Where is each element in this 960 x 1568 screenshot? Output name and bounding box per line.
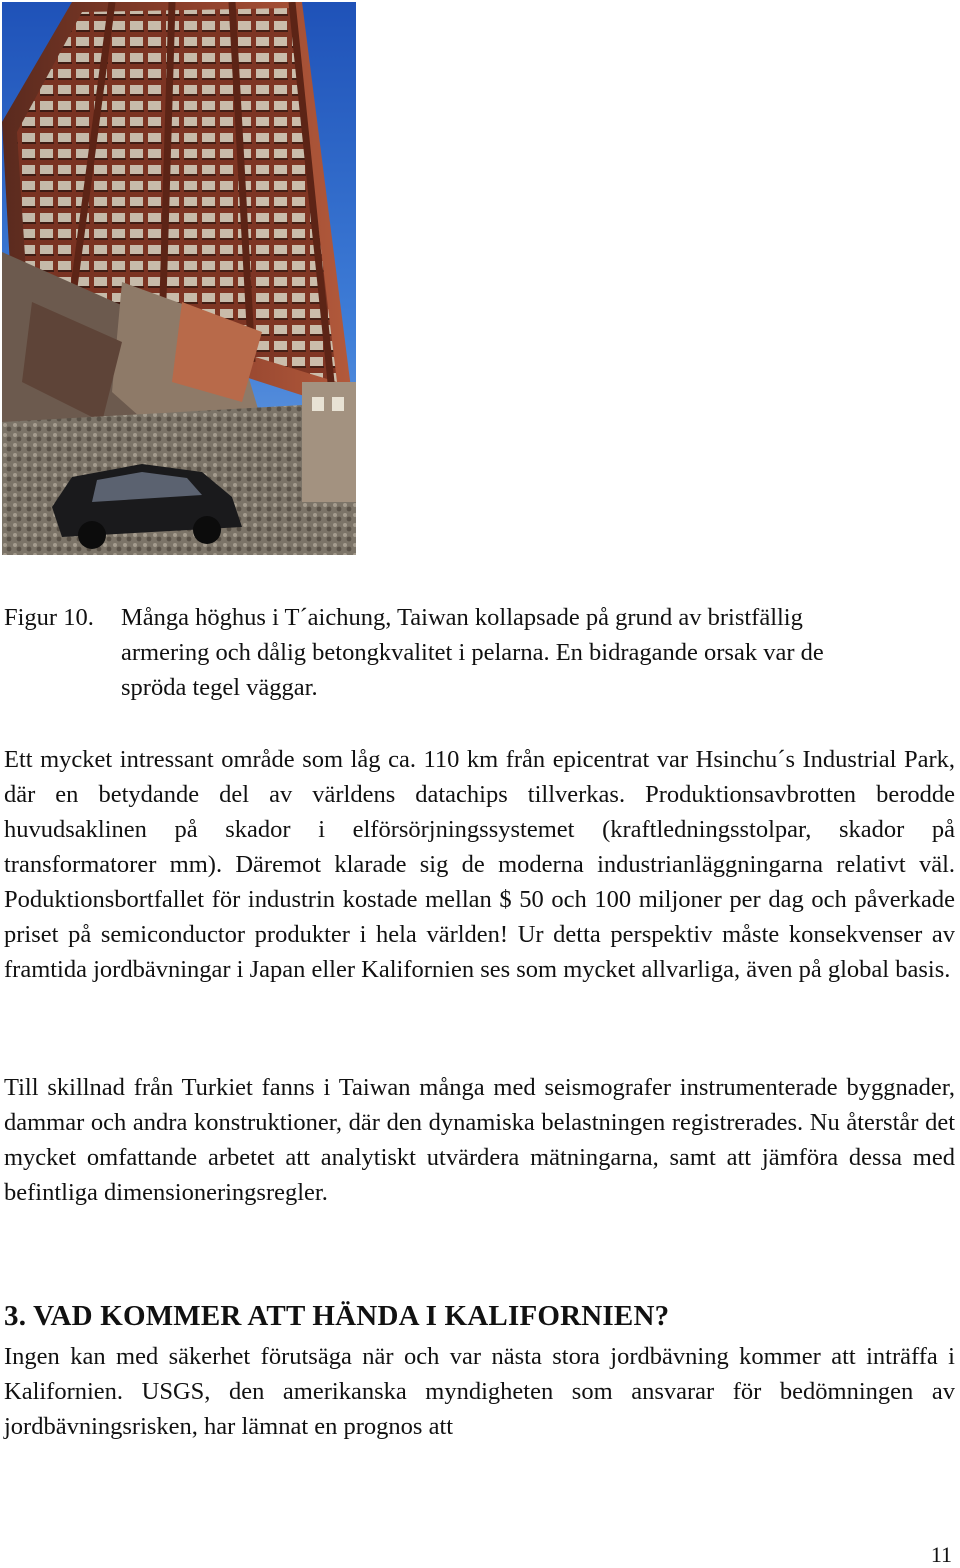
section-heading: 3. VAD KOMMER ATT HÄNDA I KALIFORNIEN? <box>4 1300 670 1332</box>
figure-label: Figur 10. <box>4 604 94 631</box>
figure-caption <box>4 600 864 705</box>
figure-caption-text: Många höghus i T´aichung, Taiwan kollapsade på grund av bristfällig armering och dålig betongkvalitet i pelarna. En bidragande orsak var de spröda tegel väggar. <box>121 604 824 701</box>
paragraph-hsinchu: Ett mycket intressant område som låg ca. 110 km från epicentrat var Hsinchu´s Industrial Park, där en betydande del av världens datachips tillverkas. Produktionsavbrotten berodde huvudsaklinen på skador i elförsörjningssystemet (kraftledningsstolpar, skador på transformatorer mm). Däremot klarade sig de moderna industrianläggningarna relativt väl. Poduktionsbortfallet för industrin kostade mellan $ 50 och 100 miljoner per dag och påverkade priset på semiconductor produkter i hela världen! Ur detta perspektiv måste konsekvenser av framtida jordbävningar i Japan eller Kalifornien ses som mycket allvarliga, även på global basis. <box>4 746 955 983</box>
figure-photo <box>2 2 356 555</box>
paragraph-california: Ingen kan med säkerhet förutsäga när och var nästa stora jordbävning kommer att inträffa i Kalifornien. USGS, den amerikanska myndigheten som ansvarar för bedömningen av jordbävningsrisken, har lämnat en prognos att <box>4 1343 955 1440</box>
paragraph-taiwan-instrumentation: Till skillnad från Turkiet fanns i Taiwan många med seismografer instrumenterade byggnader, dammar och andra konstruktioner, där den dynamiska belastningen registrerades. Nu återstår det mycket omfattande arbetet att analytiskt utvärdera mätningarna, samt att jämföra dessa med befintliga dimensioneringsregler. <box>4 1074 955 1206</box>
page-number: 11 <box>930 1542 952 1567</box>
